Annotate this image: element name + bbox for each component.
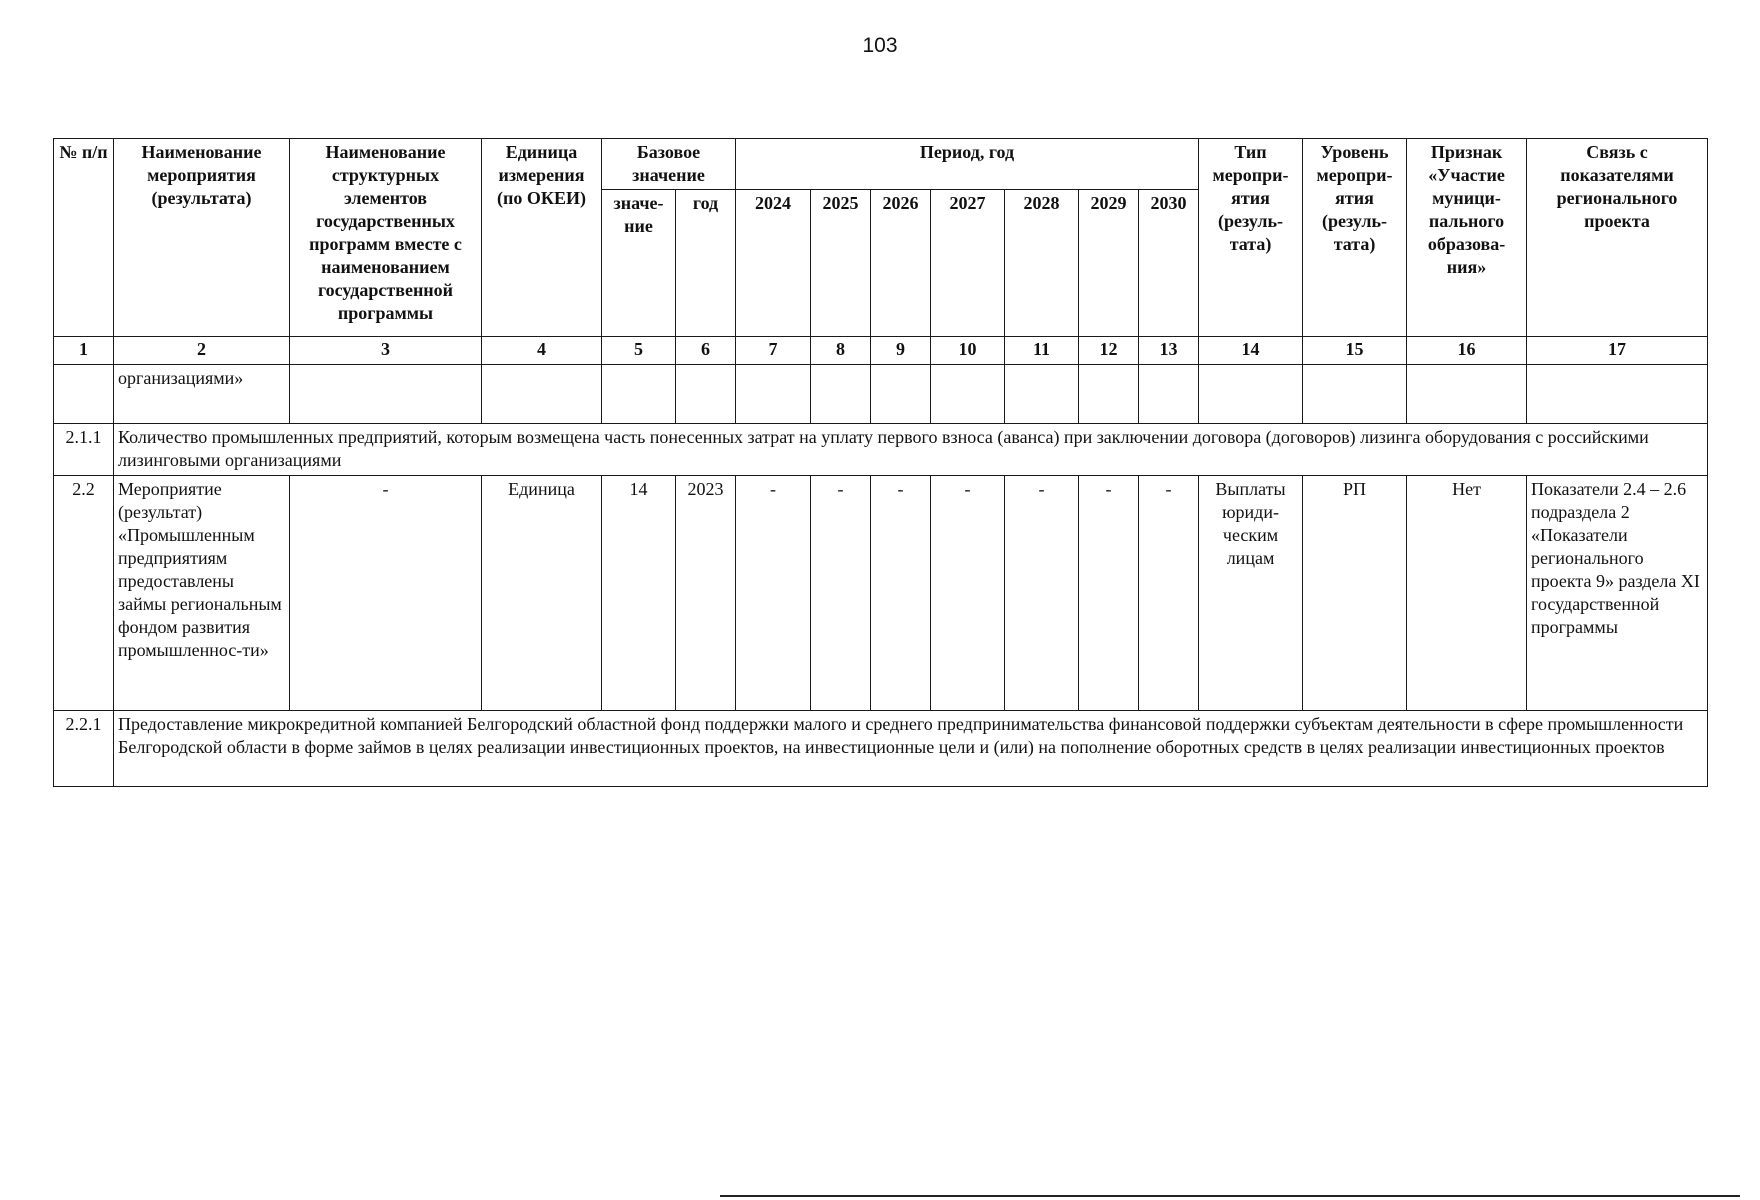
cell-year-value: - (871, 476, 931, 711)
header-year: 2029 (1079, 190, 1139, 337)
header-unit: Единица измерения (по ОКЕИ) (482, 139, 602, 337)
column-numbers-row (54, 337, 1708, 365)
cell-unit: Единица (482, 476, 602, 711)
cell-structural-elements: - (290, 476, 482, 711)
cell-empty (1527, 365, 1708, 424)
header-project-link: Связь с показателями регионального проекта (1527, 139, 1708, 337)
cell-base-value: 14 (602, 476, 676, 711)
header-activity-type: Тип меропри-ятия (резуль-тата) (1199, 139, 1303, 337)
column-number: 9 (871, 337, 931, 365)
header-year: 2025 (811, 190, 871, 337)
cell-project-link: Показатели 2.4 – 2.6 подраздела 2 «Показатели регионального проекта 9» раздела XI государственной программы (1527, 476, 1708, 711)
header-base-value: Базовое значение (602, 139, 736, 190)
cell-base-year: 2023 (676, 476, 736, 711)
cell-activity-name: Мероприятие (результат) «Промышленным предприятиям предоставлены займы региональным фондом развития промышленнос-ти» (114, 476, 290, 711)
cell-empty (931, 365, 1005, 424)
column-number: 7 (736, 337, 811, 365)
column-number: 5 (602, 337, 676, 365)
cell-row-number: 2.2.1 (54, 711, 114, 787)
program-activities-table (53, 138, 1708, 787)
table-row-2-1-1 (54, 424, 1708, 476)
header-municipal-participation: Признак «Участие муници-пального образова-ния» (1407, 139, 1527, 337)
cell-empty (1005, 365, 1079, 424)
header-period: Период, год (736, 139, 1199, 190)
cell-year-value: - (1005, 476, 1079, 711)
page-number: 103 (862, 34, 898, 57)
cell-year-value: - (1079, 476, 1139, 711)
column-number: 1 (54, 337, 114, 365)
cell-activity-level: РП (1303, 476, 1407, 711)
header-year: 2027 (931, 190, 1005, 337)
column-number: 2 (114, 337, 290, 365)
cell-row-number: 2.1.1 (54, 424, 114, 476)
footer-divider (720, 1195, 1740, 1197)
column-number: 16 (1407, 337, 1527, 365)
column-number: 8 (811, 337, 871, 365)
cell-empty (1407, 365, 1527, 424)
cell-activity-type: Выплаты юриди-ческим лицам (1199, 476, 1303, 711)
column-number: 13 (1139, 337, 1199, 365)
cell-indicator-text: Предоставление микрокредитной компанией Белгородский областной фонд поддержки малого и среднего предпринимательства финансовой поддержки субъектам деятельности в сфере промышленности Белгородской области в форме займов в целях реализации инвестиционных проектов, на инвестиционные цели и (или) на пополнение оборотных средств в целях реализации инвестиционных проектов (114, 711, 1708, 787)
cell-empty (1079, 365, 1139, 424)
cell-empty (736, 365, 811, 424)
header-activity-name: Наименование мероприятия (результата) (114, 139, 290, 337)
cell-year-value: - (1139, 476, 1199, 711)
column-number: 4 (482, 337, 602, 365)
header-base-value-value: значе-ние (602, 190, 676, 337)
table-row-continuation (54, 365, 1708, 424)
cell-empty (290, 365, 482, 424)
cell-empty (482, 365, 602, 424)
cell-empty (871, 365, 931, 424)
cell-indicator-text: Количество промышленных предприятий, которым возмещена часть понесенных затрат на уплату первого взноса (аванса) при заключении договора (договоров) лизинга оборудования с российскими лизинговыми организациями (114, 424, 1708, 476)
cell-empty (811, 365, 871, 424)
header-year: 2030 (1139, 190, 1199, 337)
header-num: № п/п (54, 139, 114, 337)
cell-empty (1303, 365, 1407, 424)
header-activity-level: Уровень меропри-ятия (резуль-тата) (1303, 139, 1407, 337)
cell-empty (54, 365, 114, 424)
table-row-2-2-1 (54, 711, 1708, 787)
column-number: 10 (931, 337, 1005, 365)
header-year: 2024 (736, 190, 811, 337)
column-number: 6 (676, 337, 736, 365)
column-number: 17 (1527, 337, 1708, 365)
cell-empty (1199, 365, 1303, 424)
cell-empty (602, 365, 676, 424)
column-number: 15 (1303, 337, 1407, 365)
column-number: 3 (290, 337, 482, 365)
header-base-value-year: год (676, 190, 736, 337)
cell-row-number: 2.2 (54, 476, 114, 711)
header-year: 2028 (1005, 190, 1079, 337)
cell-year-value: - (736, 476, 811, 711)
cell-year-value: - (811, 476, 871, 711)
cell-year-value: - (931, 476, 1005, 711)
cell-empty (1139, 365, 1199, 424)
header-structural-elements: Наименование структурных элементов государственных программ вместе с наименованием государственной программы (290, 139, 482, 337)
cell-empty (676, 365, 736, 424)
table-row-2-2 (54, 476, 1708, 711)
cell-municipal-participation: Нет (1407, 476, 1527, 711)
header-year: 2026 (871, 190, 931, 337)
column-number: 14 (1199, 337, 1303, 365)
header-row-top (54, 139, 1708, 190)
column-number: 12 (1079, 337, 1139, 365)
cell-activity-name: организациями» (114, 365, 290, 424)
column-number: 11 (1005, 337, 1079, 365)
